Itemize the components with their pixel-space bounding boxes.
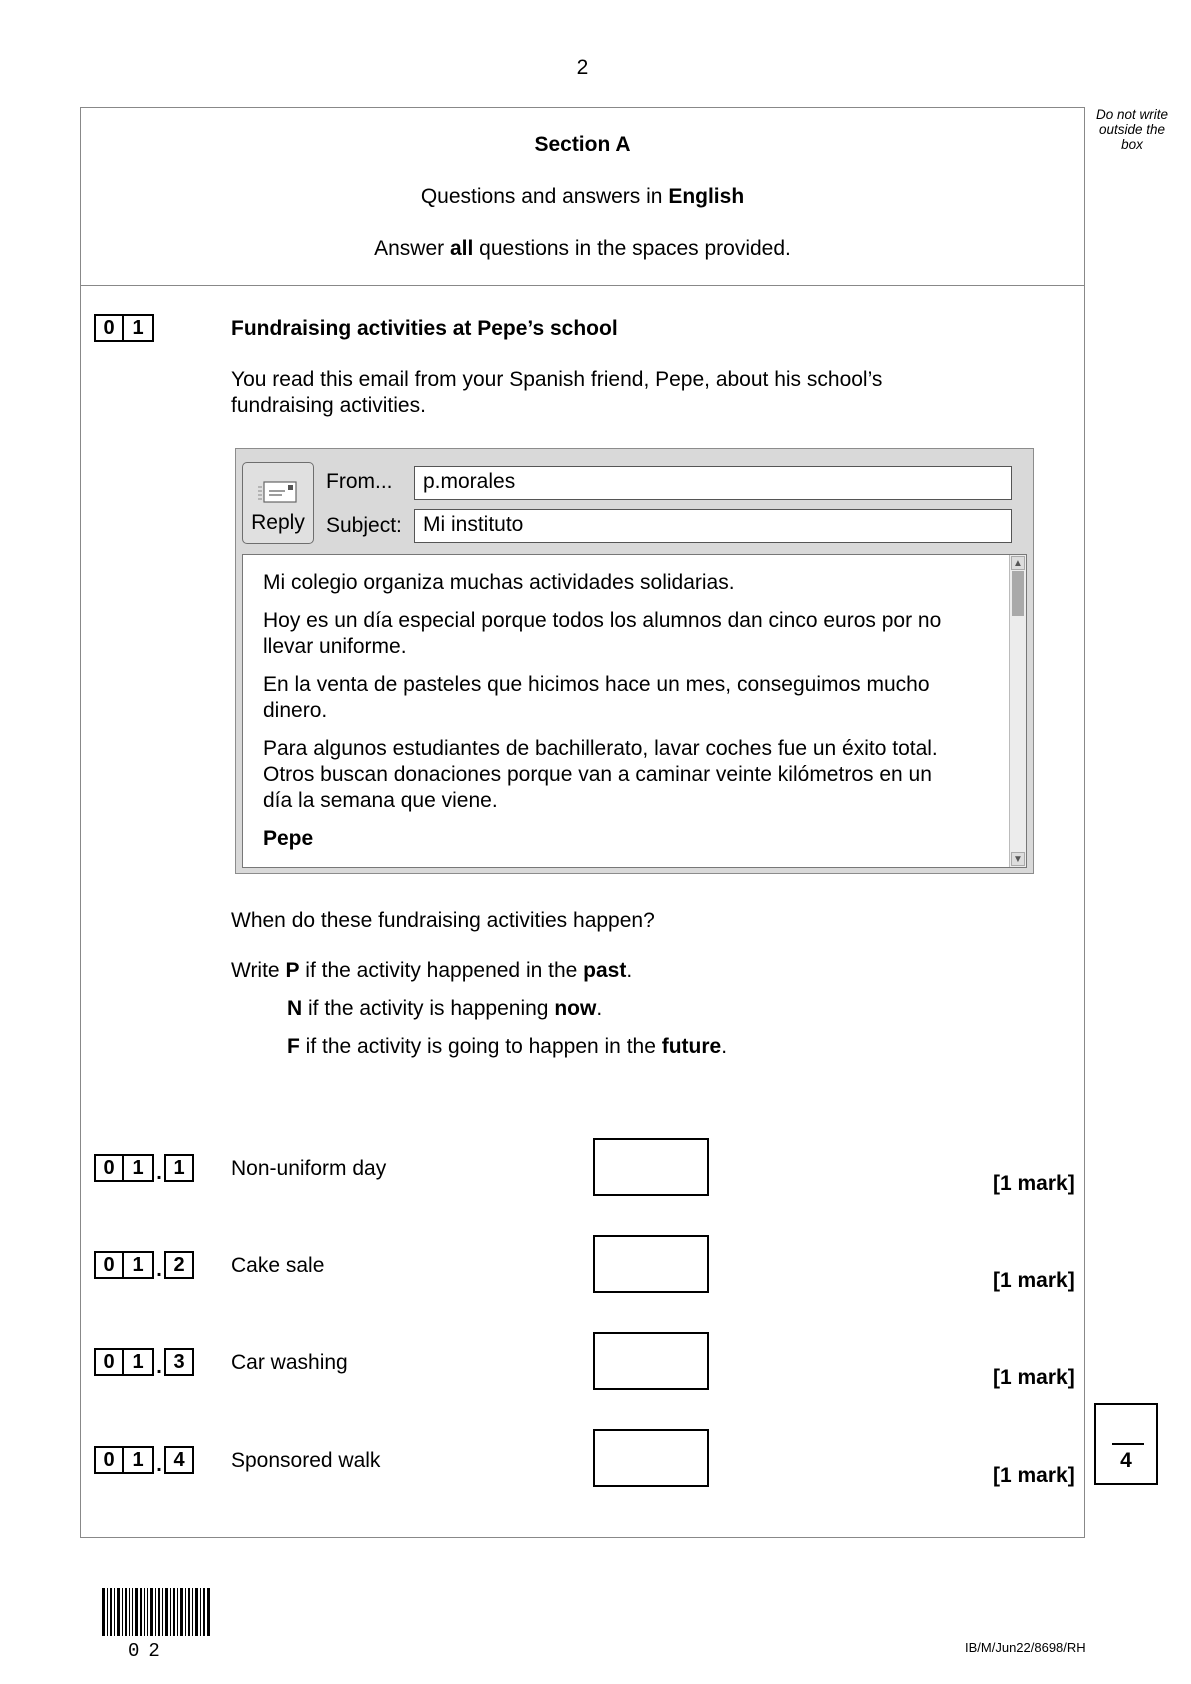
- email-paragraph: Para algunos estudiantes de bachillerato, lavar coches fue un éxito total. Otros buscan donaciones porque van a caminar veinte kilómetros en un día la semana que viene.: [263, 737, 938, 812]
- question-digit: 0: [94, 1251, 124, 1279]
- mark-allocation: [1 mark]: [993, 1172, 1075, 1195]
- scroll-down-icon[interactable]: ▼: [1011, 852, 1025, 866]
- barcode-number: 02: [128, 1640, 169, 1662]
- instruction-future: F if the activity is going to happen in the future.: [287, 1035, 728, 1058]
- mark-allocation: [1 mark]: [993, 1464, 1075, 1487]
- reply-label: Reply: [251, 511, 305, 534]
- paper-reference: IB/M/Jun22/8698/RH: [965, 1640, 1086, 1655]
- question-number: [94, 314, 154, 342]
- barcode-icon: [102, 1588, 210, 1636]
- scroll-thumb[interactable]: [1012, 571, 1024, 616]
- question-digit: 0: [94, 314, 124, 342]
- envelope-icon: [258, 481, 298, 503]
- answer-box[interactable]: [593, 1332, 709, 1390]
- mark-allocation: [1 mark]: [993, 1269, 1075, 1292]
- question-title: Fundraising activities at Pepe’s school: [231, 317, 618, 340]
- decimal-point: .: [156, 1259, 162, 1281]
- section-instruction: Answer all questions in the spaces provided.: [374, 237, 791, 260]
- subject-label: Subject:: [326, 514, 402, 537]
- email-paragraph: En la venta de pasteles que hicimos hace un mes, conseguimos mucho dinero.: [263, 673, 930, 722]
- subquestion-number: [94, 1251, 194, 1279]
- question-digit: 0: [94, 1154, 124, 1182]
- question-digit: 1: [124, 1251, 154, 1279]
- answer-box[interactable]: [593, 1138, 709, 1196]
- email-body: [242, 554, 1027, 868]
- total-marks: 4: [1120, 1449, 1132, 1472]
- question-digit: 2: [164, 1251, 194, 1279]
- from-label: From...: [326, 470, 393, 493]
- subquestion-number: [94, 1348, 194, 1376]
- answer-box[interactable]: [593, 1429, 709, 1487]
- subquestion-label: Cake sale: [231, 1254, 325, 1277]
- reply-button[interactable]: [242, 462, 314, 544]
- task-question: When do these fundraising activities happen?: [231, 909, 655, 932]
- question-digit: 1: [124, 1154, 154, 1182]
- question-digit: 1: [124, 1348, 154, 1376]
- answer-box[interactable]: [593, 1235, 709, 1293]
- subquestion-number: [94, 1446, 194, 1474]
- decimal-point: .: [156, 1162, 162, 1184]
- decimal-point: .: [156, 1454, 162, 1476]
- scrollbar[interactable]: [1009, 555, 1026, 867]
- section-divider: [80, 285, 1085, 286]
- email-signature: Pepe: [263, 827, 314, 850]
- margin-note: Do not write outside the box: [1095, 107, 1169, 152]
- subquestion-label: Non-uniform day: [231, 1157, 387, 1180]
- instruction-past: Write P if the activity happened in the past.: [231, 959, 633, 982]
- email-paragraph: Mi colegio organiza muchas actividades solidarias.: [263, 571, 735, 594]
- question-digit: 1: [124, 314, 154, 342]
- decimal-point: .: [156, 1356, 162, 1378]
- question-digit: 4: [164, 1446, 194, 1474]
- section-language-note: Questions and answers in English: [420, 185, 745, 208]
- subquestion-label: Sponsored walk: [231, 1449, 381, 1472]
- subquestion-label: Car washing: [231, 1351, 348, 1374]
- email-paragraph: Hoy es un día especial porque todos los alumnos dan cinco euros por no llevar uniforme.: [263, 609, 942, 658]
- mark-allocation: [1 mark]: [993, 1366, 1075, 1389]
- question-digit: 1: [124, 1446, 154, 1474]
- page-number: 2: [576, 56, 589, 79]
- subject-field[interactable]: Mi instituto: [414, 509, 1012, 543]
- instruction-now: N if the activity is happening now.: [287, 997, 603, 1020]
- question-digit: 3: [164, 1348, 194, 1376]
- marks-total-box: [1094, 1403, 1158, 1485]
- question-digit: 0: [94, 1348, 124, 1376]
- subquestion-number: [94, 1154, 194, 1182]
- scroll-up-icon[interactable]: ▲: [1011, 556, 1025, 570]
- from-field[interactable]: p.morales: [414, 466, 1012, 500]
- total-line: [1112, 1443, 1144, 1445]
- question-digit: 1: [164, 1154, 194, 1182]
- question-digit: 0: [94, 1446, 124, 1474]
- section-title: Section A: [534, 133, 631, 156]
- question-intro: You read this email from your Spanish friend, Pepe, about his school’s fundraising activities.: [231, 368, 883, 417]
